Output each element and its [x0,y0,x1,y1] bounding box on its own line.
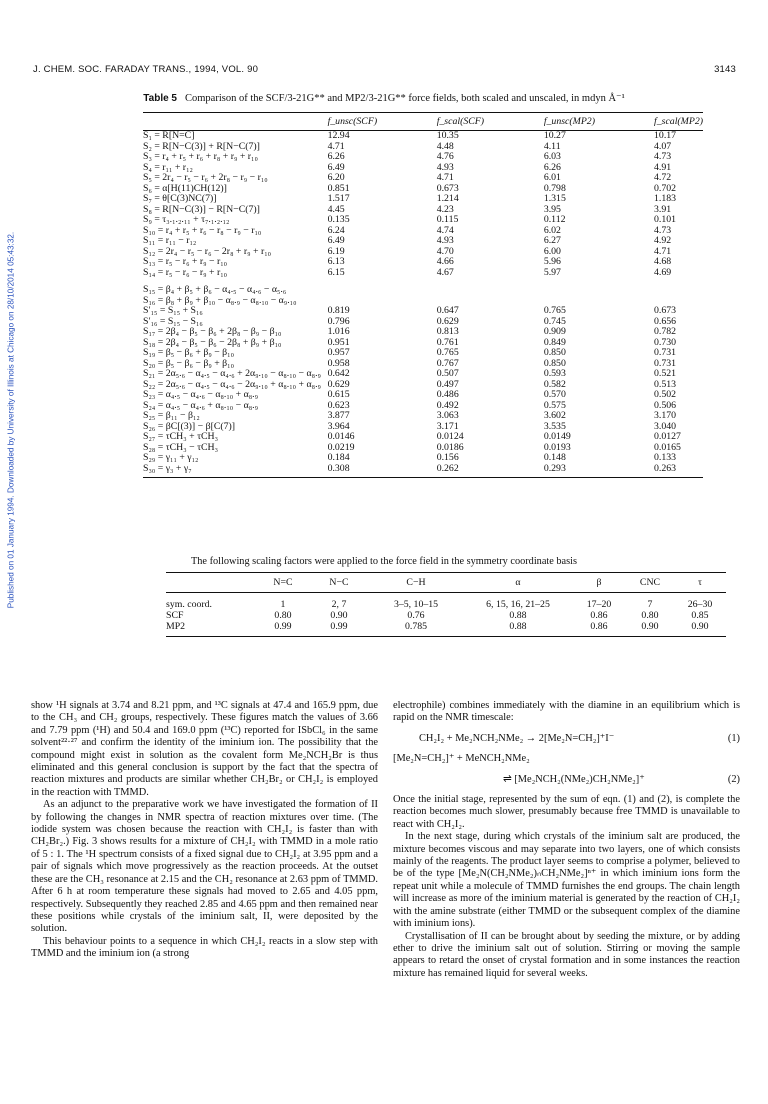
table5-caption-text: Comparison of the SCF/3-21G** and MP2/3-21G** force fields, both scaled and unscaled, in mdyn Å⁻¹ [185,93,625,104]
table-row [143,247,703,258]
factor-cell: 6, 15, 16, 21–25 [486,599,550,610]
value-cell: 0.513 [654,378,677,390]
scaling-header: α [464,573,572,593]
equation-1-text: CH₂I₂ + Me₂NCH₂NMe₂ → 2[Me₂N=CH₂]⁺I⁻ [419,732,615,744]
value-cell: 12.94 [327,130,350,141]
factor-cell: 0.88 [464,621,572,637]
table-row [166,593,726,611]
factor-cell: 0.99 [310,621,368,637]
scaling-header: β [572,573,626,593]
value-cell: 6.13 [327,256,345,267]
value-cell: 0.593 [543,368,566,379]
factor-cell: 3–5, 10–15 [393,599,439,610]
page-number: 3143 [714,64,736,75]
coordinate-cell: S′₁₅ = S₁₅ + S₁₆ [143,305,203,316]
value-cell: 4.73 [654,151,672,162]
factor-cell: 17–20 [586,599,612,610]
value-cell: 10.35 [436,130,459,141]
table-row [143,236,703,247]
value-cell: 6.27 [543,235,561,246]
table-row [143,296,703,307]
coordinate-cell: S₁₄ = r₅ − r₆ − r₉ + r₁₀ [143,266,228,278]
paragraph: electrophile) combines immediately with the diamine in an equilibrium which is rapid on the NMR timescale: [393,700,740,724]
value-cell: 0.782 [654,326,677,337]
value-cell: 6.49 [327,161,345,173]
equation-2 [393,753,740,786]
value-cell: 6.02 [543,224,561,236]
value-cell: 0.570 [543,389,566,400]
factor-cell: 0.80 [274,610,292,621]
value-cell: 10.27 [543,130,566,141]
value-cell: 0.133 [654,452,677,463]
table-row [143,327,703,338]
value-cell: 0.156 [436,452,459,463]
value-cell: 10.17 [654,130,677,141]
coordinate-cell: S₉ = τ₃.₁.₂.₁₁ + τ₇.₁.₂.₁₂ [143,214,230,225]
value-cell: 0.486 [436,389,459,400]
body-left-column [31,700,378,961]
coordinate-cell: S₂₆ = βC[(3)] − β[C(7)] [143,420,236,432]
table-row [143,443,703,454]
value-cell: 0.0127 [654,431,681,442]
coordinate-cell: S₁₁ = r₁₁ − r₁₂ [143,235,197,246]
coordinate-cell: S₈ = R[N−C(3)] − R[N−C(7)] [143,203,260,215]
paragraph: This behaviour points to a sequence in which CH₂I₂ reacts in a slow step with TMMD and the iminium ion (a strong [31,935,378,960]
table-row [143,411,703,422]
value-cell: 0.767 [436,357,459,369]
value-cell: 6.19 [327,245,345,257]
value-cell: 0.0186 [436,441,464,453]
value-cell [544,285,654,296]
value-cell: 1.517 [327,193,350,204]
value-cell: 0.647 [436,305,459,316]
value-cell: 0.263 [654,464,703,478]
coordinate-cell: S₃₀ = γ₃ + γ₇ [143,464,328,478]
table-row [143,215,703,226]
table-row [143,257,703,268]
equation-1-number: (1) [727,732,740,744]
coordinate-cell: S₇ = θ[C(3)NC(7)] [143,193,217,204]
value-cell: 4.71 [436,172,454,183]
table-row [143,464,703,478]
value-cell: 0.656 [654,315,677,327]
scaling-header-row [166,573,726,593]
table-row [143,390,703,401]
coordinate-cell: S₁₇ = 2β₄ − β₅ − β₆ + 2β₈ − β₉ − β₁₀ [143,326,282,337]
scaling-header: CNC [626,573,674,593]
coordinate-cell: S₂₉ = γ₁₁ + γ₁₂ [143,452,199,463]
coordinate-cell: S₂₈ = τCH₃ − τCH₃ [143,441,219,453]
equation-2-line-2-wrap [393,774,740,786]
value-cell: 1.214 [436,193,459,204]
value-cell [437,285,544,296]
table-row [143,268,703,279]
value-cell: 6.20 [327,172,345,183]
equation-2-number: (2) [727,773,740,785]
scaling-header: N−C [310,573,368,593]
table5-header-scal-mp2: f_scal(MP2) [654,113,703,131]
value-cell: 4.93 [436,235,454,246]
value-cell: 4.67 [436,266,454,278]
value-cell: 0.813 [436,326,459,337]
value-cell: 1.315 [543,193,566,204]
factor-cell: 0.88 [509,610,527,621]
paragraph: As an adjunct to the preparative work we have investigated the formation of II by following the changes in NMR spectra of reaction mixtures over time. (The iodide system was chosen because the reaction with CH₂I₂ is faster than with CH₂Br₂.) Fig. 3 shows results for a mixture of CH₂I₂ with TMMD in a mole ratio of 5 : 1. The ¹H spectrum consists of a fixed signal due to CH₂I₂ at 3.95 ppm and a pair of signals which move progressively as the reaction proceeds. At the outset these are the CH₃ resonance at 2.15 and the CH₂ resonance at 2.63 ppm of TMMD. After 6 h at room temperature these signals had moved to 2.65 and 4.05 ppm, respectively. Subsequently they reached 2.85 and 4.65 ppm and then remained near these positions while crystals of the iminium salt, II, were deposited by the solution. [31,799,378,935]
value-cell: 0.623 [327,399,350,411]
value-cell: 3.91 [654,203,672,215]
value-cell: 3.964 [327,420,350,432]
value-cell: 0.798 [543,182,566,194]
table-row [143,184,703,195]
value-cell: 0.262 [437,464,544,478]
factor-cell: 2, 7 [331,599,347,610]
value-cell: 0.850 [543,357,566,369]
value-cell: 4.70 [436,245,454,257]
value-cell: 3.602 [543,410,566,421]
value-cell: 3.171 [436,420,459,432]
paragraph: Crystallisation of II can be brought about by seeding the mixture, or by adding ether to drive the iminium salt out of solution. Stirring or moving the sample appears to retard the onset of crystal formation and in some instances the reaction mixture has remained liquid for several weeks. [393,930,740,979]
value-cell: 0.702 [654,182,677,194]
equation-2-line-1: [Me₂N=CH₂]⁺ + MeNCH₂NMe₂ [393,753,530,765]
value-cell: 0.730 [654,336,677,348]
value-cell: 0.507 [436,368,459,379]
value-cell: 4.45 [327,203,345,215]
table-row [143,401,703,412]
coordinate-cell: S₁₆ = β₈ + β₉ + β₁₀ − α₈.₉ − α₈.₁₀ − α₉.₁₀ [143,294,297,306]
equation-1 [393,733,740,745]
value-cell: 0.101 [654,214,677,225]
value-cell: 0.745 [543,315,566,327]
value-cell: 6.00 [543,245,561,257]
value-cell: 4.68 [654,256,672,267]
value-cell: 0.293 [544,464,654,478]
scaling-header: τ [674,573,726,593]
value-cell: 0.957 [327,347,350,358]
value-cell: 3.170 [654,410,677,421]
value-cell: 0.0124 [436,431,464,442]
value-cell: 6.01 [543,172,561,183]
value-cell: 0.112 [543,214,566,225]
value-cell: 0.819 [327,305,350,316]
table-row [143,152,703,163]
scaling-body [166,593,726,637]
value-cell: 3.063 [436,410,459,421]
coordinate-cell: S₄ = r₁₁ + r₁₂ [143,161,193,173]
body-right-column [393,700,740,980]
value-cell: 6.15 [327,266,345,278]
table-row [166,610,726,621]
table-row [143,306,703,317]
table-row [143,348,703,359]
value-cell: 4.71 [654,245,672,257]
value-cell: 5.96 [543,256,561,267]
table-row [143,453,703,464]
value-cell: 1.016 [327,326,350,337]
value-cell: 0.765 [543,305,566,316]
force-field-table [143,112,703,478]
coordinate-cell: S₂₀ = β₅ − β₆ − β₉ + β₁₀ [143,357,234,369]
coordinate-cell: S₂₄ = α₄.₅ − α₄.₆ + α₈.₁₀ − α₈.₉ [143,399,259,411]
factor-cell: 0.90 [674,621,726,637]
factor-cell: 7 [647,599,653,610]
value-cell: 4.71 [327,140,345,152]
table5-header-unsc-mp2: f_unsc(MP2) [544,113,654,131]
value-cell: 4.91 [654,161,672,173]
value-cell: 6.24 [327,224,345,236]
factor-cell: 0.85 [691,610,709,621]
value-cell: 4.93 [436,161,454,173]
value-cell: 0.765 [436,347,459,358]
coordinate-cell: S₃ = r₄ + r₅ + r₆ + r₈ + r₉ + r₁₀ [143,151,258,162]
value-cell: 0.575 [543,399,566,411]
value-cell: 5.97 [543,266,561,278]
coordinate-cell: S₂₇ = τCH₃ + τCH₃ [143,431,219,442]
value-cell [654,285,703,296]
value-cell: 0.731 [654,347,677,358]
value-cell: 3.040 [654,420,677,432]
value-cell: 0.615 [327,389,350,400]
value-cell: 0.642 [327,368,350,379]
factor-cell: 0.90 [330,610,348,621]
value-cell: 0.629 [436,315,459,327]
scaling-header [166,573,256,593]
value-cell: 3.95 [543,203,561,215]
paragraph: In the next stage, during which crystals of the iminium salt are produced, the mixture becomes viscous and may separate into two layers, one of which consists mainly of the reagents. The product layer seems to comprise a polymer, believed to be of the type [Me₂N(CH₂NMe₂)ₙCH₂NMe₂]ⁿ⁺ in which iminium ions form the repeat unit while a molecule of TMMD furnishes the end groups. The chain length will increase as more of the iminium material is generated by the reaction of CH₂I₂ with the amine substrate (either TMMD or the subsequent complex of the diamine with iminium ions). [393,831,740,930]
table5-header-scal-scf: f_scal(SCF) [437,113,544,131]
factor-cell: 0.90 [626,621,674,637]
value-cell: 0.521 [654,368,677,379]
value-cell: 4.66 [436,256,454,267]
scaling-header: N=C [256,573,310,593]
factor-cell: 26–30 [687,599,713,610]
coordinate-cell: S₁₅ = β₄ + β₅ + β₆ − α₄.₅ − α₄.₆ − α₅.₆ [143,284,287,295]
value-cell: 0.0146 [327,431,355,442]
value-cell: 3.877 [327,410,350,421]
value-cell: 0.958 [327,357,350,369]
value-cell: 4.23 [436,203,454,215]
value-cell: 6.03 [543,151,561,162]
value-cell: 4.07 [654,140,672,152]
value-cell: 6.26 [543,161,561,173]
scaling-header: C−H [368,573,464,593]
scaling-factor-table [166,572,726,637]
value-cell: 0.850 [543,347,566,358]
paragraph: Once the initial stage, represented by the sum of eqn. (1) and (2), is complete the reaction becomes much slower, presumably because free TMMD is unavailable to react with CH₂I₂. [393,794,740,830]
value-cell: 4.76 [436,151,454,162]
value-cell: 0.492 [436,399,459,411]
value-cell: 0.0149 [543,431,571,442]
equation-2-line-2: ⇌ [Me₂NCH₂(NMe₂)CH₂NMe₂]⁺ [503,773,645,785]
value-cell: 0.506 [654,399,677,411]
value-cell: 4.73 [654,224,672,236]
row-label-cell: MP2 [166,621,256,637]
row-label-cell: sym. coord. [166,599,212,610]
journal-citation: J. CHEM. SOC. FARADAY TRANS., 1994, VOL. 90 [33,64,259,75]
value-cell: 4.92 [654,235,672,246]
value-cell: 6.49 [327,235,345,246]
running-header [33,64,736,75]
table-row [143,422,703,433]
value-cell: 0.184 [327,452,350,463]
value-cell: 4.48 [436,140,454,152]
value-cell: 4.11 [543,140,561,152]
value-cell: 4.74 [436,224,454,236]
coordinate-cell: S₁₈ = 2β₄ − β₅ − β₆ − 2β₈ + β₉ + β₁₀ [143,336,282,348]
coordinate-cell: S₂₁ = 2α₅.₆ − α₄.₅ − α₄.₆ + 2α₉.₁₀ − α₈.₁₀ − α₈.₉ [143,368,321,379]
value-cell: 0.135 [327,214,350,225]
value-cell: 0.502 [654,389,677,400]
value-cell: 0.629 [327,378,350,390]
table-row [143,131,703,142]
coordinate-cell: S₁₀ = r₄ + r₅ + r₆ − r₈ − r₉ − r₁₀ [143,224,262,236]
table5-header-row [143,113,703,131]
value-cell: 0.497 [436,378,459,390]
table5-label: Table 5 [143,93,177,104]
paragraph: show ¹H signals at 3.74 and 8.21 ppm, and ¹³C signals at 47.4 and 165.9 ppm, due to the CH₃ and CH₂ groups, respectively. These figures match the values of 3.66 and 7.79 ppm (¹H) and 50.4 and 169.0 ppm (¹³C) reported for ISbCl₆ in the same solvent²²·²⁷ and confirm the identity of the iminium ion. The possibility that the compound might exist in solution as the covalent form Me₂NCH₂Br is thus eliminated and this general conclusion is support by the fact that the spectra of reaction mixtures and products are similar whether CH₂Br₂ or CH₂I₂ is employed in the reaction with TMMD. [31,700,378,798]
coordinate-cell: S₁₃ = r₅ − r₆ + r₉ − r₁₀ [143,256,228,267]
value-cell: 0.951 [327,336,350,348]
coordinate-cell: S′₁₆ = S₁₅ − S₁₆ [143,315,203,327]
table-row [143,194,703,205]
coordinate-cell: S₂₂ = 2α₅.₆ − α₄.₅ − α₄.₆ − 2α₉.₁₀ + α₈.₁₀ + α₈.₉ [143,378,321,390]
value-cell: 0.909 [543,326,566,337]
value-cell: 0.673 [654,305,677,316]
factor-cell: 0.86 [590,610,608,621]
row-label-cell: SCF [166,610,184,621]
table5-header-coord [143,113,328,131]
value-cell: 0.0219 [327,441,355,453]
factor-cell: 0.785 [368,621,464,637]
download-watermark [4,140,18,700]
factor-cell: 0.80 [641,610,659,621]
value-cell: 0.731 [654,357,677,369]
coordinate-cell: S₅ = 2r₄ − r₅ − r₆ + 2r₈ − r₉ − r₁₀ [143,172,268,183]
value-cell: 0.308 [328,464,437,478]
factor-cell: 0.76 [407,610,425,621]
value-cell: 0.849 [543,336,566,348]
value-cell: 3.535 [543,420,566,432]
value-cell: 0.673 [436,182,459,194]
coordinate-cell: S₁₂ = 2r₄ − r₅ − r₆ − 2r₈ + r₉ + r₁₀ [143,245,272,257]
table-row [143,285,703,296]
value-cell [328,285,437,296]
coordinate-cell: S₁ = R[N=C] [143,130,195,141]
table-row [143,432,703,443]
factor-cell: 0.99 [256,621,310,637]
factor-cell: 0.86 [572,621,626,637]
coordinate-cell: S₁₉ = β₅ − β₆ + β₉ − β₁₀ [143,347,234,358]
download-watermark-text: Published on 01 January 1994. Downloaded by University of Illinois at Chicago on 28/10/2014 05:43:32. [6,231,16,609]
value-cell: 4.72 [654,172,672,183]
table-row [166,621,726,637]
value-cell: 4.69 [654,266,672,278]
value-cell: 0.115 [436,214,459,225]
table5-caption [0,92,768,104]
factor-cell: 1 [280,599,286,610]
table-row [143,226,703,237]
value-cell: 6.26 [327,151,345,162]
value-cell: 0.0165 [654,441,681,453]
value-cell: 1.183 [654,193,677,204]
coordinate-cell: S₆ = α[H(11)CH(12)] [143,182,227,194]
coordinate-cell: S₂₃ = α₄.₅ − α₄.₆ − α₈.₁₀ + α₈.₉ [143,389,259,400]
value-cell: 0.761 [436,336,459,348]
coordinate-cell: S₂₅ = β₁₁ − β₁₂ [143,410,200,421]
value-cell: 0.796 [327,315,350,327]
coordinate-cell: S₂ = R[N−C(3)] + R[N−C(7)] [143,140,260,152]
scaling-note: The following scaling factors were applied to the force field in the symmetry coordinate basis [190,556,577,567]
table-row [143,369,703,380]
value-cell: 0.148 [543,452,566,463]
value-cell: 0.851 [327,182,350,194]
table-row [143,173,703,184]
value-cell: 0.582 [543,378,566,390]
table5-body [143,131,703,478]
value-cell: 0.0193 [543,441,571,453]
table5-header-unsc-scf: f_unsc(SCF) [328,113,437,131]
